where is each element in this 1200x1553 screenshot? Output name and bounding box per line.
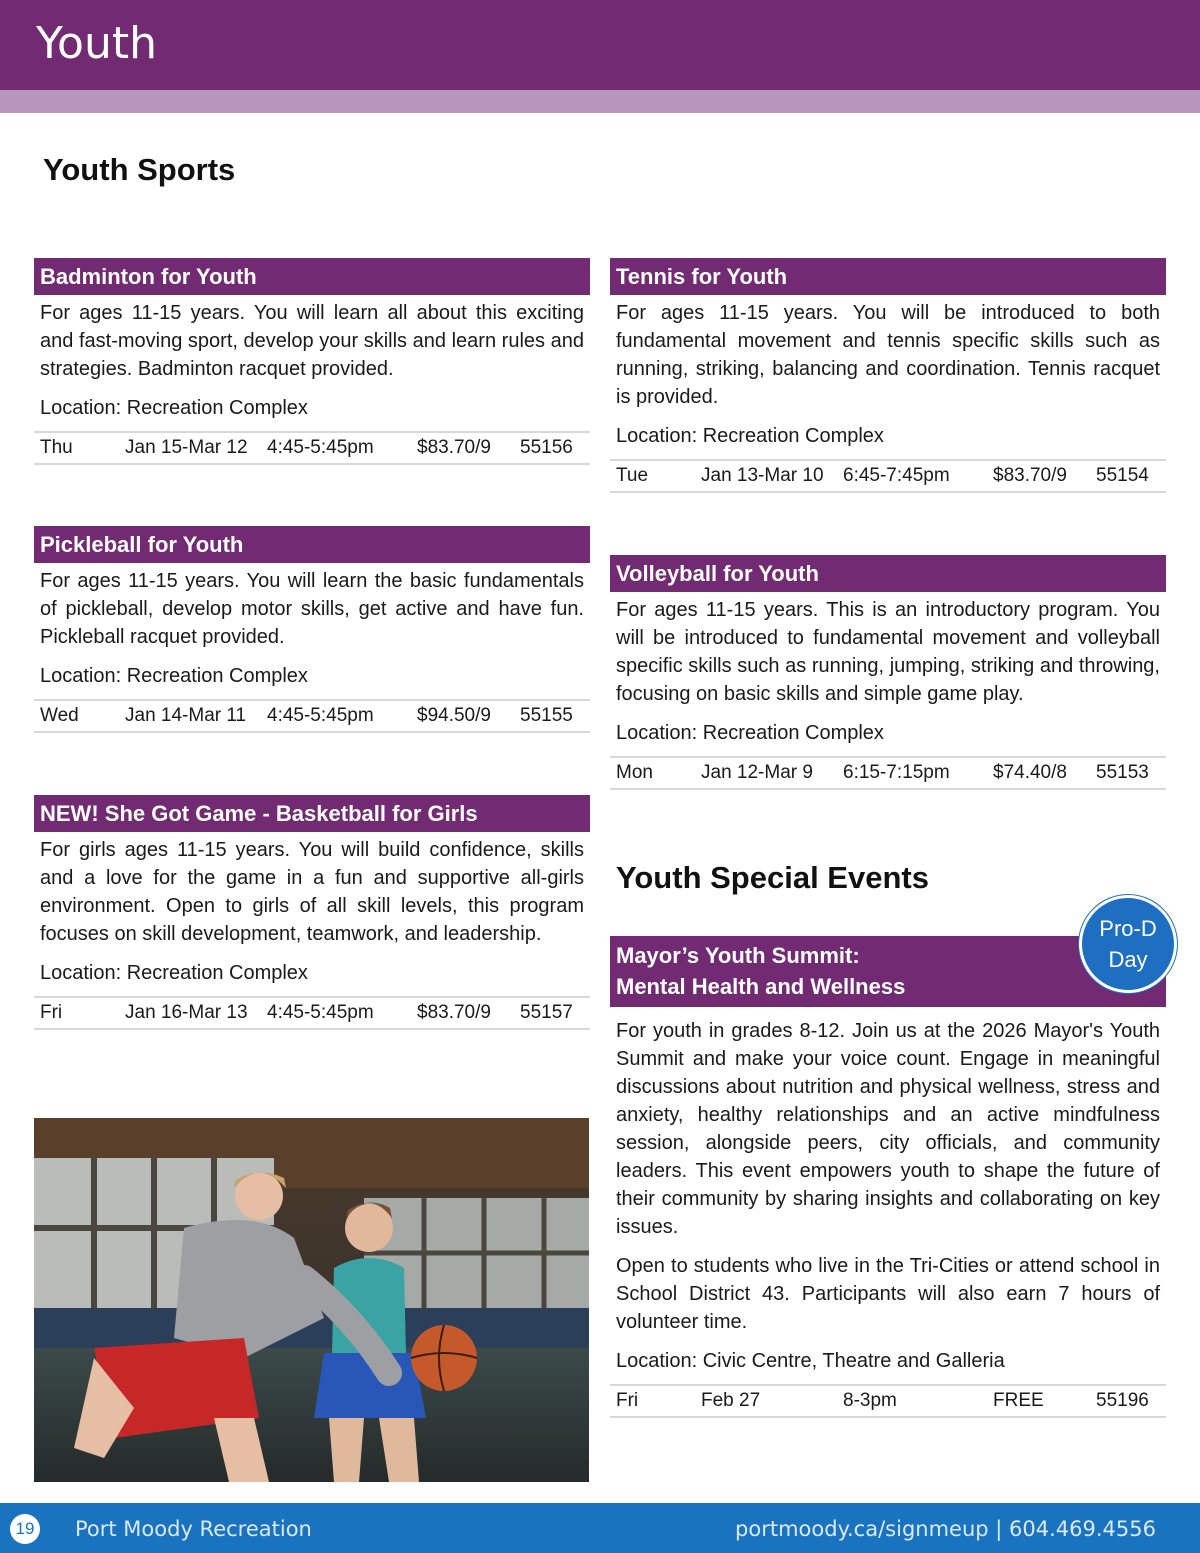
schedule-row	[610, 459, 1166, 493]
schedule-price: $74.40/8	[993, 762, 1067, 783]
program-description: For ages 11-15 years. You will be introduced to both fundamental movement and tennis specific skills such as running, striking, balancing and coordination. Tennis racquet is provided.	[616, 302, 1160, 408]
program-location: Location: Civic Centre, Theatre and Galleria	[616, 1350, 1005, 1372]
schedule-code: 55154	[1096, 465, 1149, 486]
page-title: Youth	[36, 18, 157, 69]
section-title-sports: Youth Sports	[43, 152, 236, 187]
program-location: Location: Recreation Complex	[40, 397, 308, 419]
schedule-day: Fri	[616, 1390, 639, 1411]
schedule-price: FREE	[993, 1390, 1044, 1411]
page-number: 19	[10, 1514, 40, 1544]
schedule-dates: Jan 16-Mar 13	[125, 1002, 248, 1023]
program-description: For ages 11-15 years. You will learn all about this exciting and fast-moving sport, develop your skills and learn rules and strategies. Badminton racquet provided.	[40, 302, 584, 380]
section-title-events: Youth Special Events	[616, 860, 929, 895]
program-location: Location: Recreation Complex	[40, 665, 308, 687]
schedule-dates: Feb 27	[701, 1390, 761, 1411]
pro-d-day-badge	[1079, 895, 1177, 993]
schedule-day: Fri	[40, 1002, 63, 1023]
program-description: For youth in grades 8-12. Join us at the 2026 Mayor's Youth Summit and make your voice count. Engage in meaningful discussions about nutrition and physical wellness, stress and anxiety, healthy relationships and an active mindfulness session, alongside peers, city officials, and community leaders. This event empowers youth to shape the future of their community by sharing insights and collaborating on key issues.	[616, 1020, 1160, 1238]
schedule-time: 4:45-5:45pm	[267, 437, 374, 458]
schedule-code: 55196	[1096, 1390, 1149, 1411]
header-stripe	[0, 90, 1200, 113]
badge-line2: Day	[1108, 947, 1148, 972]
schedule-code: 55153	[1096, 762, 1149, 783]
program-title: NEW! She Got Game - Basketball for Girls	[34, 795, 590, 832]
schedule-row	[34, 431, 590, 465]
basketball-photo-illustration	[34, 1118, 589, 1482]
schedule-row	[610, 756, 1166, 790]
schedule-price: $94.50/9	[417, 705, 491, 726]
badge-line1: Pro-D	[1099, 916, 1157, 941]
schedule-dates: Jan 12-Mar 9	[701, 762, 813, 783]
schedule-price: $83.70/9	[993, 465, 1067, 486]
schedule-row	[610, 1384, 1166, 1418]
program-description-2: Open to students who live in the Tri-Cities or attend school in School District 43. Participants will also earn 7 hours of volunteer time.	[616, 1255, 1160, 1333]
schedule-code: 55156	[520, 437, 573, 458]
schedule-time: 8-3pm	[843, 1390, 897, 1411]
schedule-dates: Jan 13-Mar 10	[701, 465, 824, 486]
program-title: Tennis for Youth	[610, 258, 1166, 295]
program-title-line1: Mayor’s Youth Summit:	[616, 943, 860, 968]
basketball-photo	[34, 1118, 589, 1482]
program-pickleball	[34, 526, 590, 733]
schedule-day: Wed	[40, 705, 79, 726]
program-volleyball	[610, 555, 1166, 790]
schedule-time: 6:45-7:45pm	[843, 465, 950, 486]
program-description: For ages 11-15 years. You will learn the basic fundamentals of pickleball, develop motor skills, get active and have fun. Pickleball racquet provided.	[40, 570, 584, 648]
schedule-day: Tue	[616, 465, 649, 486]
program-description: For girls ages 11-15 years. You will build confidence, skills and a love for the game in a fun and supportive all-girls environment. Open to girls of all skill levels, this program focuses on skill development, teamwork, and leadership.	[40, 839, 584, 945]
program-tennis	[610, 258, 1166, 493]
schedule-time: 6:15-7:15pm	[843, 762, 950, 783]
header-bar	[0, 0, 1200, 90]
program-location: Location: Recreation Complex	[616, 722, 884, 744]
program-basketball	[34, 795, 590, 1030]
program-title: Badminton for Youth	[34, 258, 590, 295]
schedule-price: $83.70/9	[417, 1002, 491, 1023]
program-description: For ages 11-15 years. This is an introductory program. You will be introduced to fundamental movement and volleyball specific skills such as running, jumping, striking and throwing, focusing on basic skills and simple game play.	[616, 599, 1160, 705]
schedule-row	[34, 996, 590, 1030]
schedule-code: 55157	[520, 1002, 573, 1023]
schedule-dates: Jan 14-Mar 11	[125, 705, 247, 726]
program-title: Pickleball for Youth	[34, 526, 590, 563]
schedule-day: Mon	[616, 762, 653, 783]
program-title-line2: Mental Health and Wellness	[616, 974, 906, 999]
program-title: Volleyball for Youth	[610, 555, 1166, 592]
footer-org-name: Port Moody Recreation	[75, 1517, 312, 1541]
schedule-day: Thu	[40, 437, 73, 458]
schedule-code: 55155	[520, 705, 573, 726]
schedule-time: 4:45-5:45pm	[267, 705, 374, 726]
program-summit	[610, 936, 1166, 1418]
schedule-dates: Jan 15-Mar 12	[125, 437, 248, 458]
schedule-time: 4:45-5:45pm	[267, 1002, 374, 1023]
schedule-price: $83.70/9	[417, 437, 491, 458]
program-location: Location: Recreation Complex	[616, 425, 884, 447]
program-location: Location: Recreation Complex	[40, 962, 308, 984]
program-badminton	[34, 258, 590, 465]
schedule-row	[34, 699, 590, 733]
footer-contact: portmoody.ca/signmeup | 604.469.4556	[735, 1517, 1156, 1541]
